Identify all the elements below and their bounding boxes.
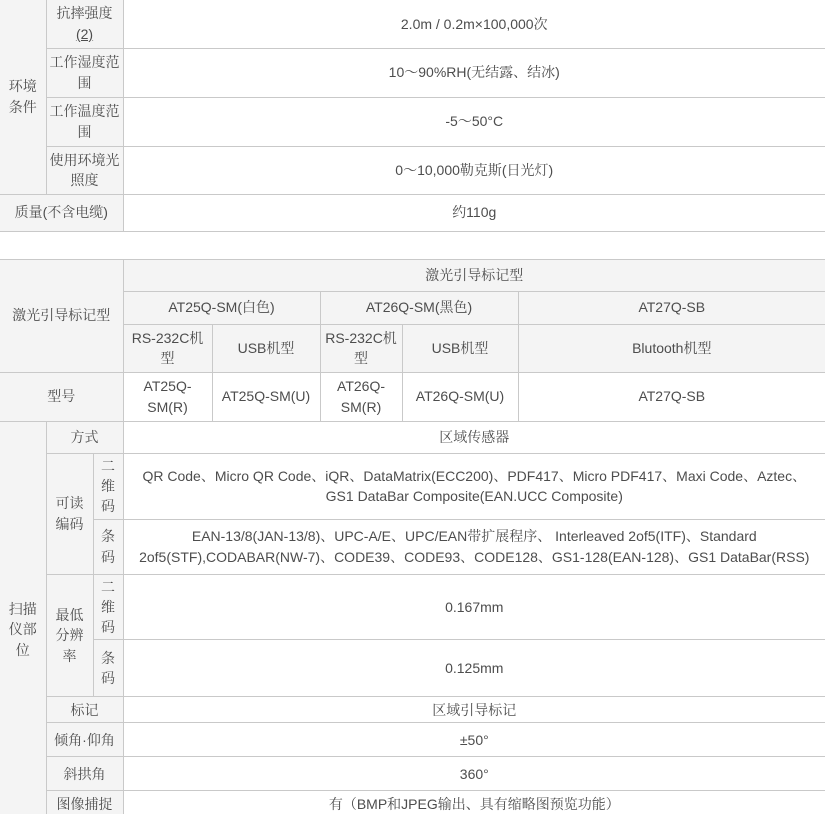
- min-resolution-label: 最低分辨率: [46, 574, 93, 697]
- readable-bar-value: EAN-13/8(JAN-13/8)、UPC-A/E、UPC/EAN带扩展程序、 Interleaved 2of5(ITF)、Standard 2of5(STF),CODABAR(NW-7)、CODE39、CODE93、CODE128、GS1-128(EAN-128)、GS1 DataBar(RSS): [123, 519, 825, 574]
- readable-qr-value: QR Code、Micro QR Code、iQR、DataMatrix(ECC200)、PDF417、Micro PDF417、Maxi Code、Aztec、GS1 DataBar Composite(EAN.UCC Composite): [123, 453, 825, 519]
- model-number-at27q-sb: AT27Q-SB: [518, 372, 825, 421]
- env-value-illuminance: 0～10,000勒克斯(日光灯): [123, 146, 825, 194]
- table-row: [0, 757, 825, 791]
- skew-angle-value: 360°: [123, 757, 825, 791]
- table-row: [0, 453, 825, 519]
- skew-angle-label: 斜拱角: [46, 757, 123, 791]
- env-value-temperature: -5～50°C: [123, 97, 825, 146]
- interface-bluetooth: Blutooth机型: [518, 324, 825, 372]
- readable-qr-label: 二维码: [93, 453, 123, 519]
- env-value-drop-strength: 2.0m / 0.2m×100,000次: [123, 0, 825, 48]
- method-label: 方式: [46, 421, 123, 453]
- table-row: [0, 723, 825, 757]
- table-gap: [0, 232, 825, 259]
- tilt-angle-label: 倾角·仰角: [46, 723, 123, 757]
- drop-strength-text: 抗摔强度: [56, 5, 113, 22]
- mark-label: 标记: [46, 697, 123, 723]
- table-row: [0, 291, 825, 324]
- laser-type-group-header: 激光引导标记型: [123, 259, 825, 291]
- image-capture-value: 有（BMP和JPEG输出、具有缩略图预览功能）: [123, 791, 825, 814]
- interface-usb-1: USB机型: [212, 324, 320, 372]
- table-row: [0, 372, 825, 421]
- interface-rs232c-1: RS-232C机型: [123, 324, 212, 372]
- table-row: [0, 0, 825, 48]
- table-row: [0, 259, 825, 291]
- readable-codes-label: 可读编码: [46, 453, 93, 574]
- model-number-at26q-u: AT26Q-SM(U): [402, 372, 518, 421]
- table-row: [0, 640, 825, 697]
- min-res-bar-label: 条码: [93, 640, 123, 697]
- table-row: [0, 194, 825, 231]
- table-row: [0, 97, 825, 146]
- table-row: [0, 421, 825, 453]
- model-number-at26q-r: AT26Q-SM(R): [320, 372, 402, 421]
- mark-value: 区域引导标记: [123, 697, 825, 723]
- model-header-at26q: AT26Q-SM(黑色): [320, 291, 518, 324]
- model-spec-table: [0, 259, 825, 814]
- mass-label: 质量(不含电缆): [0, 194, 123, 231]
- table-row: [0, 146, 825, 194]
- min-res-qr-label: 二维码: [93, 574, 123, 640]
- tilt-angle-value: ±50°: [123, 723, 825, 757]
- env-label-illuminance: 使用环境光照度: [46, 146, 123, 194]
- laser-type-left-header: 激光引导标记型: [0, 259, 123, 372]
- method-value: 区域传感器: [123, 421, 825, 453]
- readable-bar-label: 条码: [93, 519, 123, 574]
- env-label-humidity: 工作湿度范围: [46, 48, 123, 97]
- table-row: [0, 574, 825, 640]
- environment-table: [0, 0, 825, 232]
- table-row: [0, 48, 825, 97]
- min-res-qr-value: 0.167mm: [123, 574, 825, 640]
- table-row: [0, 791, 825, 814]
- env-label-drop-strength: [46, 0, 123, 48]
- min-res-bar-value: 0.125mm: [123, 640, 825, 697]
- footnote-link-2[interactable]: (2): [75, 25, 94, 42]
- model-header-at27q: AT27Q-SB: [518, 291, 825, 324]
- model-header-at25q: AT25Q-SM(白色): [123, 291, 320, 324]
- table-row: [0, 697, 825, 723]
- model-number-label: 型号: [0, 372, 123, 421]
- env-section-label: 环境条件: [0, 0, 46, 194]
- mass-value: 约110g: [123, 194, 825, 231]
- env-value-humidity: 10～90%RH(无结露、结冰): [123, 48, 825, 97]
- image-capture-label: 图像捕捉: [46, 791, 123, 814]
- model-number-at25q-r: AT25Q-SM(R): [123, 372, 212, 421]
- table-row: [0, 324, 825, 372]
- interface-rs232c-2: RS-232C机型: [320, 324, 402, 372]
- scanner-section-label: 扫描仪部位: [0, 421, 46, 814]
- interface-usb-2: USB机型: [402, 324, 518, 372]
- model-number-at25q-u: AT25Q-SM(U): [212, 372, 320, 421]
- table-row: [0, 519, 825, 574]
- env-label-temperature: 工作温度范围: [46, 97, 123, 146]
